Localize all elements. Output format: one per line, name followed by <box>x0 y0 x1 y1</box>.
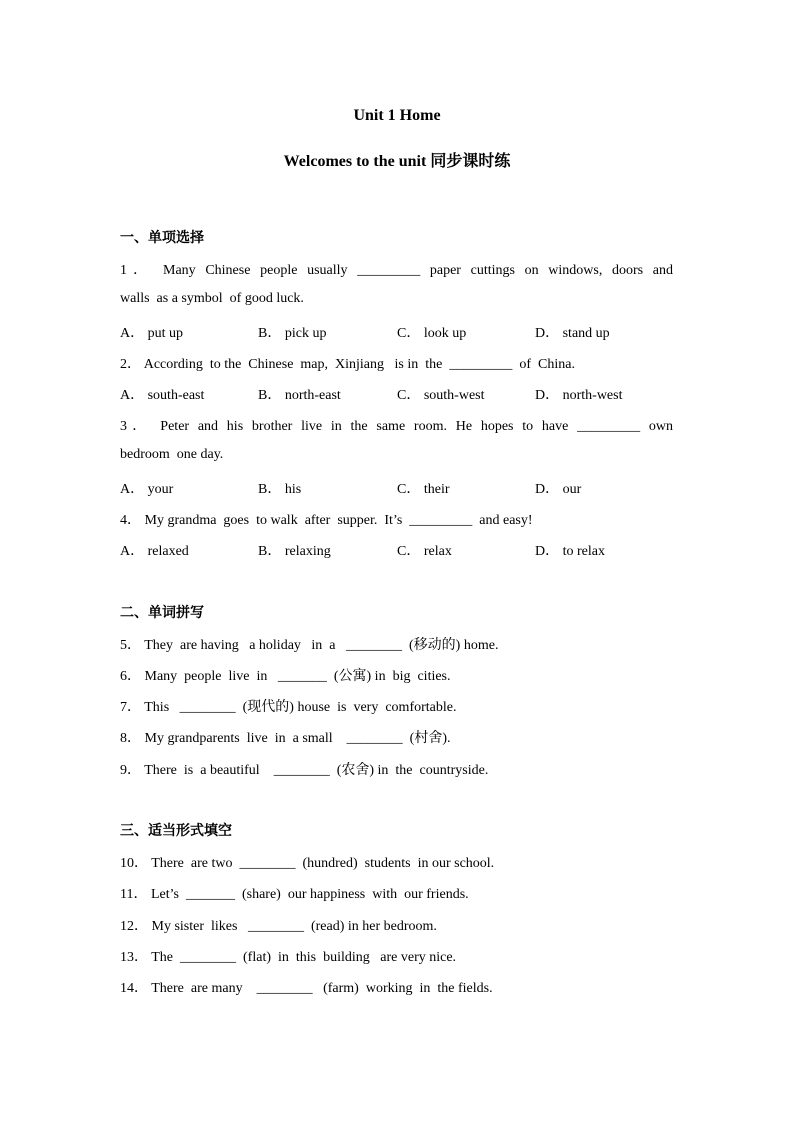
page-subtitle: Welcomes to the unit 同步课时练 <box>283 153 511 170</box>
option-c: C． south-west <box>397 388 485 403</box>
section-heading-fill-in-form: 三、适当形式填空 <box>120 824 232 839</box>
question-12: 12． My sister likes ________ (read) in her bedroom. <box>120 919 437 934</box>
question-10: 10． There are two ________ (hundred) students in our school. <box>120 856 495 871</box>
option-b: B． pick up <box>258 326 327 341</box>
option-a: A． put up <box>120 326 183 341</box>
option-d: D． stand up <box>535 326 610 341</box>
question-2-line-1: 2． According to the Chinese map, Xinjiang is in the _________ of China. <box>120 357 575 372</box>
question-1-line-1: 1． Many Chinese people usually _________ paper cuttings on windows, doors and <box>120 263 673 278</box>
option-b: B． north-east <box>258 388 341 403</box>
question-8: 8． My grandparents live in a small ________ (村舍). <box>120 731 451 746</box>
question-4-line-1: 4． My grandma goes to walk after supper. It’s _________ and easy! <box>120 513 533 528</box>
question-3-line-2: bedroom one day. <box>120 447 224 462</box>
section-heading-word-spelling: 二、单词拼写 <box>120 606 204 621</box>
option-a: A． your <box>120 482 174 497</box>
question-6: 6． Many people live in _______ (公寓) in big cities. <box>120 669 451 684</box>
question-9: 9． There is a beautiful ________ (农舍) in the countryside. <box>120 763 489 778</box>
option-a: A． south-east <box>120 388 205 403</box>
question-2-options <box>120 384 680 404</box>
question-14: 14． There are many ________ (farm) working in the fields. <box>120 981 493 996</box>
option-d: D． north-west <box>535 388 623 403</box>
question-3-line-1: 3． Peter and his brother live in the same room. He hopes to have _________ own <box>120 419 673 434</box>
question-3-options <box>120 478 680 498</box>
page-title: Unit 1 Home <box>353 107 441 124</box>
question-5: 5． They are having a holiday in a ________ (移动的) home. <box>120 638 499 653</box>
question-13: 13． The ________ (flat) in this building are very nice. <box>120 950 457 965</box>
question-11: 11． Let’s _______ (share) our happiness with our friends. <box>120 887 469 902</box>
option-a: A． relaxed <box>120 544 189 559</box>
question-1-options <box>120 322 680 342</box>
option-d: D． our <box>535 482 582 497</box>
option-b: B． relaxing <box>258 544 331 559</box>
question-4-options <box>120 540 680 560</box>
option-c: C． relax <box>397 544 452 559</box>
question-7: 7． This ________ (现代的) house is very comfortable. <box>120 700 457 715</box>
option-b: B． his <box>258 482 302 497</box>
section-heading-multiple-choice: 一、单项选择 <box>120 231 204 246</box>
option-c: C． their <box>397 482 450 497</box>
question-1-line-2: walls as a symbol of good luck. <box>120 291 304 306</box>
option-c: C． look up <box>397 326 467 341</box>
option-d: D． to relax <box>535 544 605 559</box>
